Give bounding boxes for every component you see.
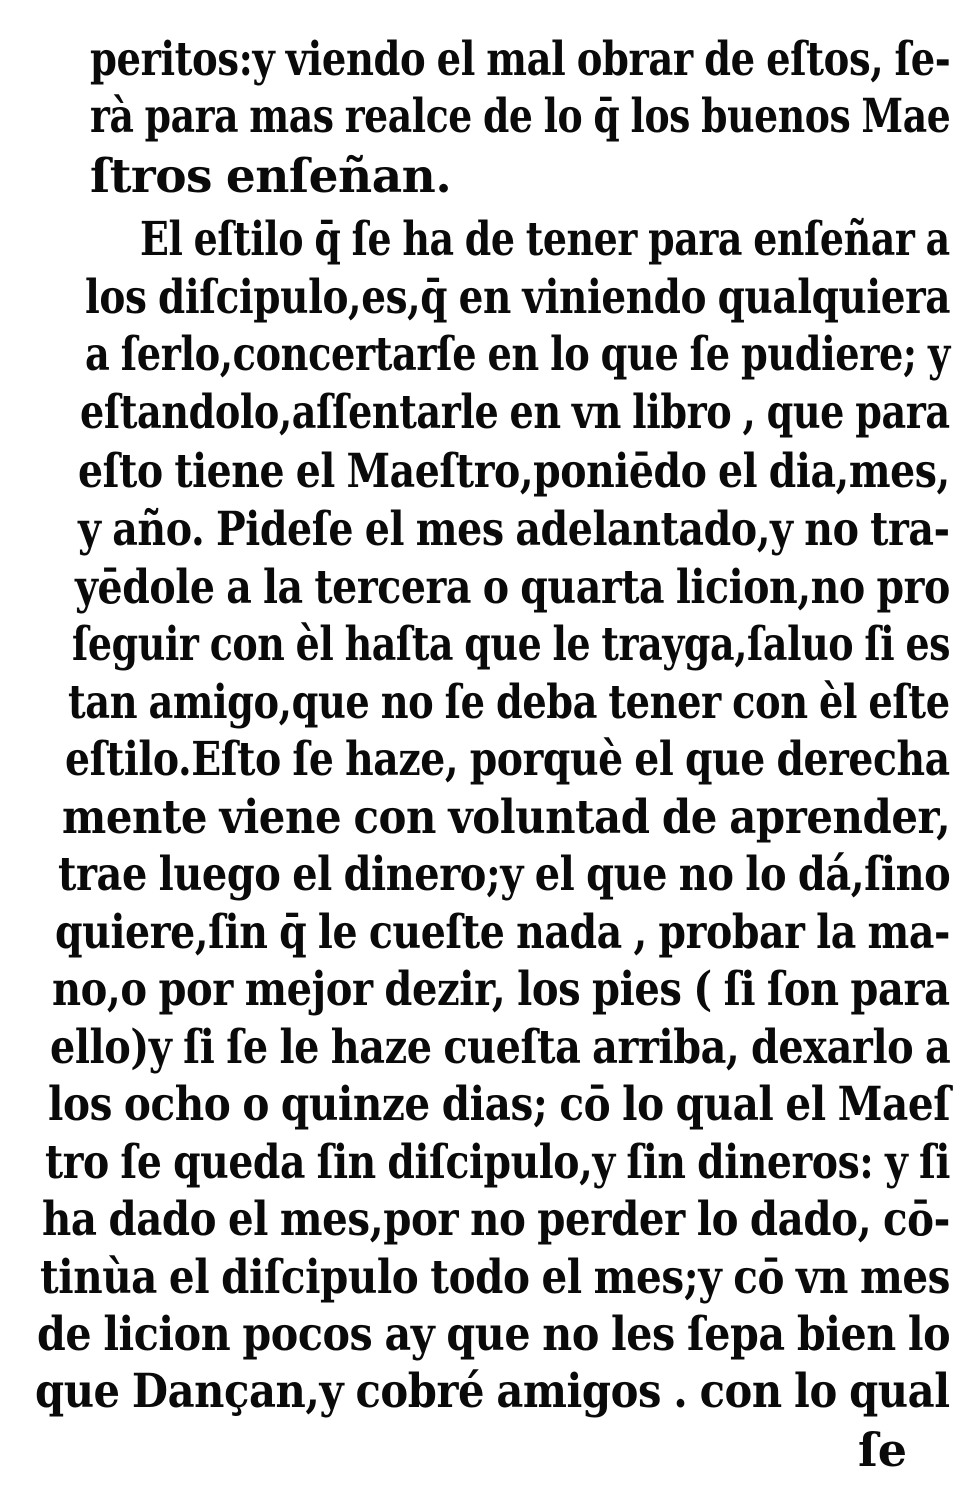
text-line: los ocho o quinze dias; cō lo qual el Maeſ: [48, 1077, 951, 1132]
text-line: que Dançan,y cobré amigos . con lo qual: [35, 1364, 950, 1419]
text-line: de licion pocos ay que no les ſepa bien lo: [37, 1307, 951, 1362]
text-line: peritos:y viendo el mal obrar de eſtos, ſe-: [90, 32, 951, 87]
text-line: los diſcipulo,es,q̄ en viniendo qualquiera: [85, 270, 951, 325]
text-line: ha dado el mes,por no perder lo dado, cō-: [42, 1192, 950, 1247]
catchword: ſe: [858, 1423, 908, 1477]
text-line: eſtilo.Eſto ſe haze, porquè el que derecha: [65, 732, 950, 787]
text-line: tro ſe queda ſin diſcipulo,y ſin dineros: y ſi: [45, 1135, 951, 1190]
text-line: quiere,ſin q̄ le cueſte nada , probar la ma-: [55, 905, 950, 960]
text-line: ello)y ſi ſe le haze cueſta arriba, dexarlo a: [50, 1020, 951, 1075]
text-line: no,o por mejor dezir, los pies ( ſi ſon para: [52, 962, 950, 1017]
text-line: El eſtilo q̄ ſe ha de tener para enſeñar a: [140, 212, 950, 267]
text-line: mente viene con voluntad de aprender,: [62, 790, 951, 845]
text-line: a ſerlo,concertarſe en lo que ſe pudiere; y: [85, 327, 950, 382]
text-line: trae luego el dinero;y el que no lo dá,ſino: [58, 847, 951, 902]
text-line: tan amigo,que no ſe deba tener con èl eſte: [68, 675, 950, 730]
text-line: rà para mas realce de lo q̄ los buenos Mae: [90, 89, 951, 144]
text-line: eſtandolo,aſſentarle en vn libro , que para: [80, 385, 950, 440]
text-line: ſtros enſeñan.: [90, 149, 452, 204]
text-line: ſeguir con èl haſta que le trayga,ſaluo ſi es: [72, 617, 951, 672]
text-line: tinùa el diſcipulo todo el mes;y cō vn mes: [40, 1250, 950, 1305]
text-line: yēdole a la tercera o quarta licion,no pro: [75, 560, 950, 615]
text-line: eſto tiene el Maeſtro,poniēdo el dia,mes,: [78, 444, 950, 499]
text-line: y año. Pideſe el mes adelantado,y no tra-: [78, 502, 950, 557]
